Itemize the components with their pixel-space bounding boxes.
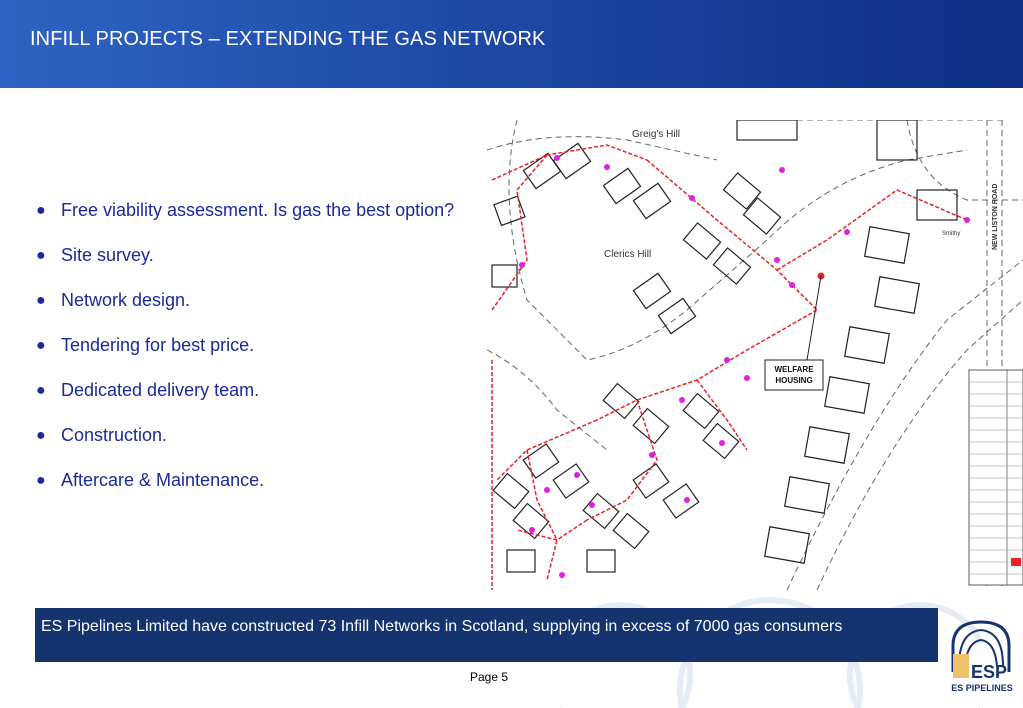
network-map-drawing (487, 120, 1023, 590)
page-number: Page 5 (470, 670, 509, 684)
list-item (33, 327, 463, 364)
title-bar (0, 0, 1023, 88)
list-item-text: Free viability assessment. Is gas the best option? (61, 200, 455, 220)
road-label: NEW LISTON ROAD (992, 183, 999, 250)
banner-text: ES Pipelines Limited have constructed 73 Infill Networks in Scotland, supplying in excess of 7000 gas consumers (41, 618, 843, 635)
list-item-text: Construction. (61, 425, 168, 445)
list-item-text: Site survey. (61, 245, 154, 265)
bullet-icon: ● (36, 292, 46, 309)
list-item-text: Network design. (61, 290, 191, 310)
bullet-icon: ● (36, 247, 46, 264)
smithy-label: Smithy (942, 231, 961, 237)
page-title: INFILL PROJECTS – EXTENDING THE GAS NETWORK (30, 28, 546, 50)
legend-table (969, 370, 1023, 585)
pipe-nodes (519, 155, 970, 578)
bullet-icon: ● (36, 472, 46, 489)
house-plots (492, 120, 957, 572)
greigs-hill-label: Greig's Hill (632, 129, 681, 140)
list-item (33, 282, 463, 319)
list-item (33, 192, 463, 229)
logo-name: ES PIPELINES (951, 683, 1013, 693)
list-item (33, 237, 463, 274)
logo-mark: ESP (970, 662, 1008, 682)
bullet-icon: ● (36, 202, 46, 219)
list-item-text: Tendering for best price. (61, 335, 255, 355)
list-item (33, 462, 463, 499)
network-map (487, 120, 1023, 590)
list-item (33, 372, 463, 409)
welfare-label-1: WELFARE (774, 365, 814, 374)
clerics-hill-label: Clerics Hill (604, 249, 652, 260)
bullet-icon: ● (36, 427, 46, 444)
callout-line (807, 276, 821, 360)
list-item-text: Dedicated delivery team. (61, 380, 260, 400)
list-item-text: Aftercare & Maintenance. (61, 470, 265, 490)
list-item (33, 417, 463, 454)
bullet-icon: ● (36, 337, 46, 354)
bullet-icon: ● (36, 382, 46, 399)
feature-list (33, 192, 463, 507)
info-banner (35, 608, 938, 662)
gas-pipes (492, 145, 967, 590)
welfare-label-2: HOUSING (775, 376, 813, 385)
